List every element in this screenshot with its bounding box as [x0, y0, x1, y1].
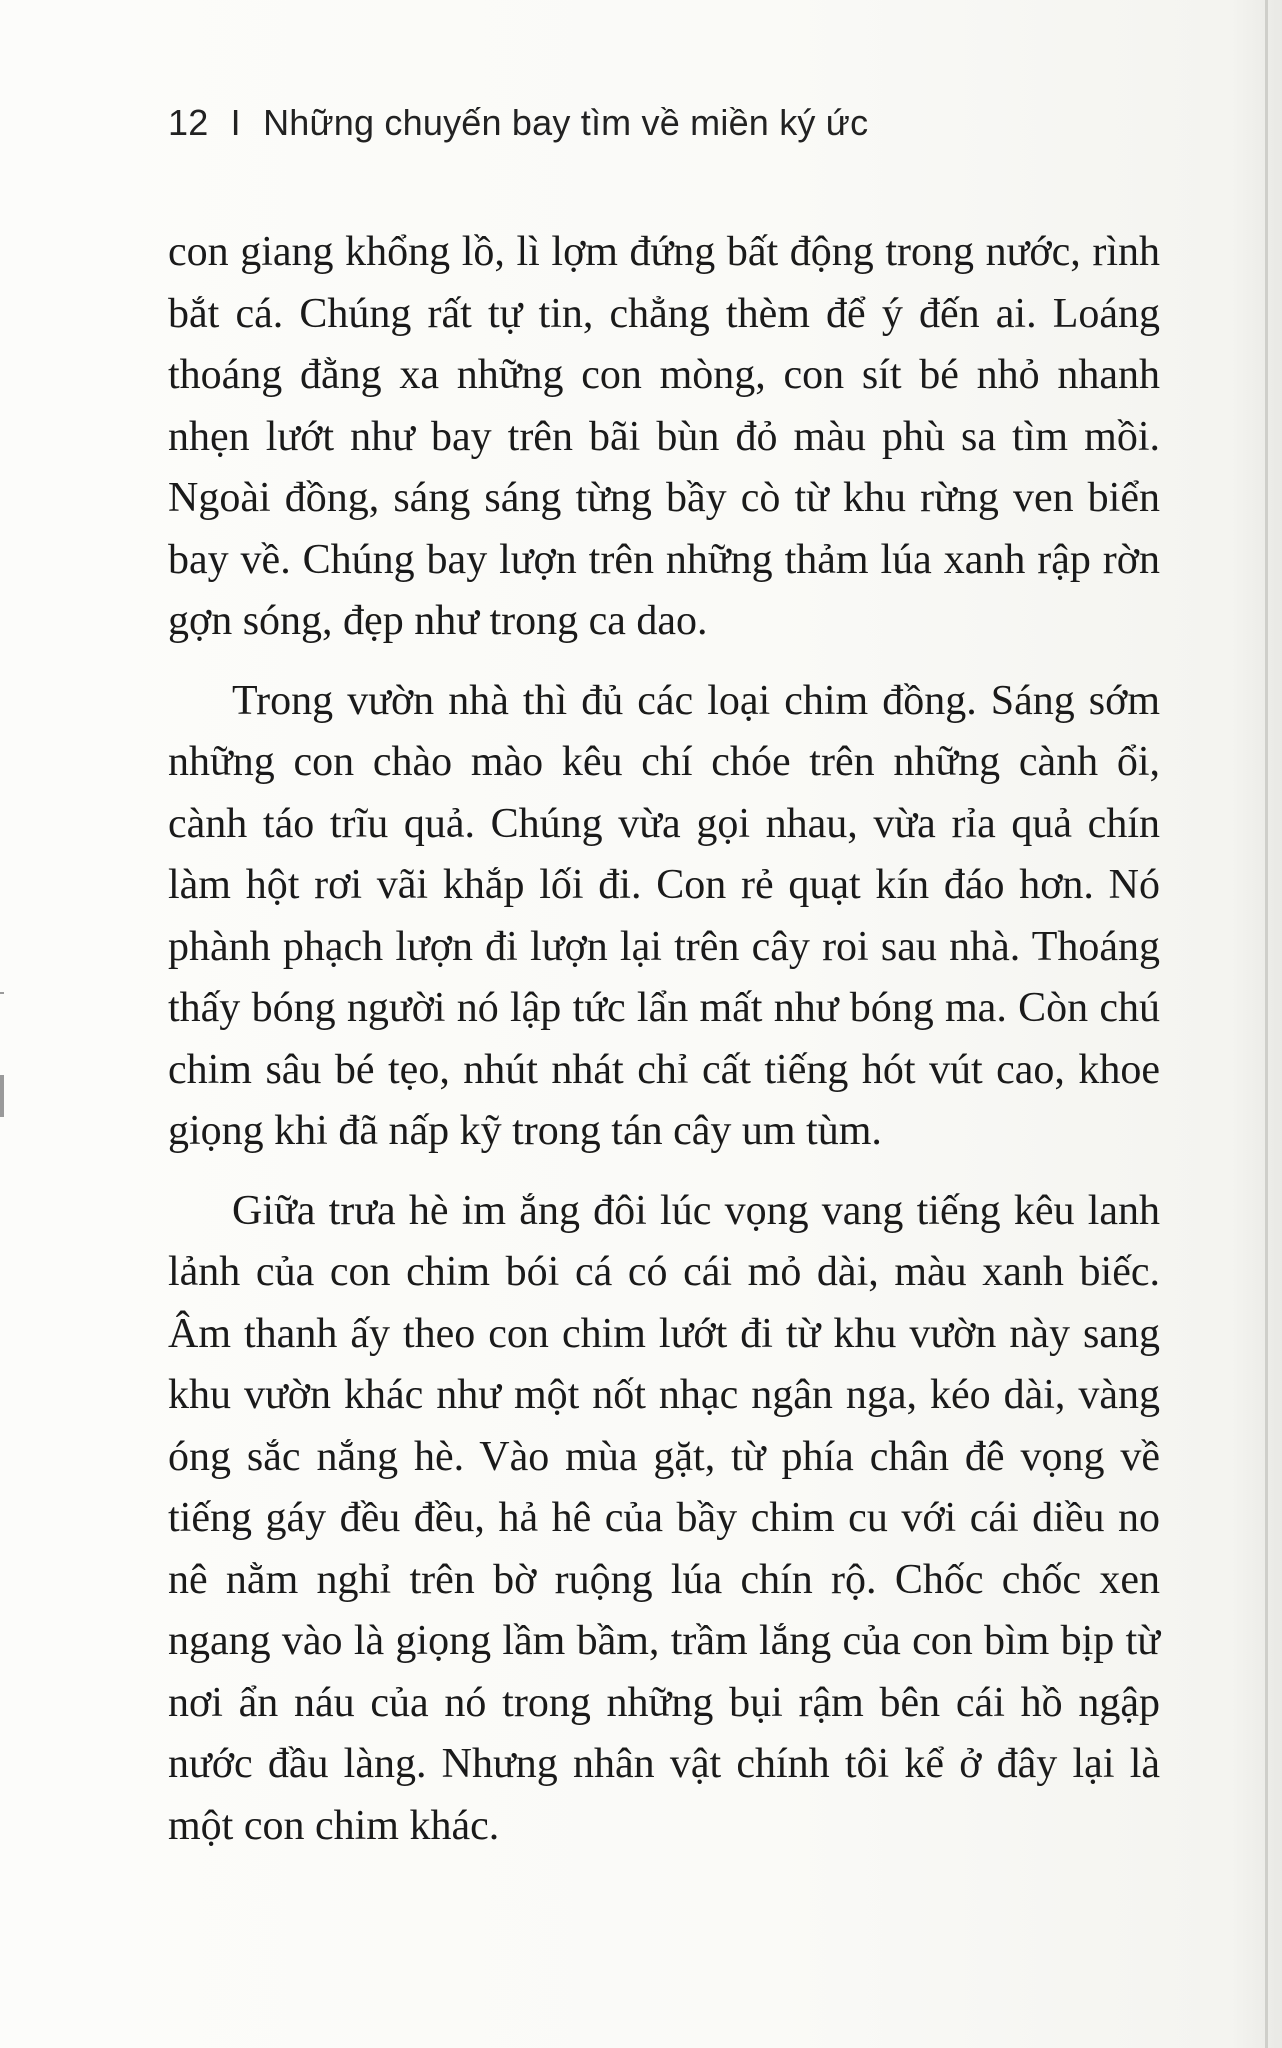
- paragraph: Giữa trưa hè im ắng đôi lúc vọng vang tiếng kêu lanh lảnh của con chim bói cá có cái mỏ dài, màu xanh biếc. Âm thanh ấy theo con chim lướt đi từ khu vườn này sang khu vườn khác như một nốt nhạc ngân nga, kéo dài, vàng óng sắc nắng hè. Vào mùa gặt, từ phía chân đê vọng về tiếng gáy đều đều, hả hê của bầy chim cu với cái diều no nê nằm nghỉ trên bờ ruộng lúa chín rộ. Chốc chốc xen ngang vào là giọng lầm bầm, trầm lắng của con bìm bịp từ nơi ẩn náu của nó trong những bụi rậm bên cái hồ ngập nước đầu làng. Nhưng nhân vật chính tôi kể ở đây lại là một con chim khác.: [168, 1187, 1160, 1849]
- page-edge: [1265, 0, 1268, 2048]
- page-number: 12: [168, 102, 209, 143]
- paragraph: Trong vườn nhà thì đủ các loại chim đồng. Sáng sớm những con chào mào kêu chí chóe trên những cành ổi, cành táo trĩu quả. Chúng vừa gọi nhau, vừa rỉa quả chín làm hột rơi vãi khắp lối đi. Con rẻ quạt kín đáo hơn. Nó phành phạch lượn đi lượn lại trên cây roi sau nhà. Thoáng thấy bóng người nó lập tức lẩn mất như bóng ma. Còn chú chim sâu bé tẹo, nhút nhát chỉ cất tiếng hót vút cao, khoe giọng khi đã nấp kỹ trong tán cây um tùm.: [168, 677, 1160, 1154]
- margin-mark: [0, 1075, 4, 1117]
- margin-mark: [0, 992, 4, 994]
- header-separator: I: [230, 102, 241, 143]
- paragraph: con giang khổng lồ, lì lợm đứng bất động trong nước, rình bắt cá. Chúng rất tự tin, chẳng thèm để ý đến ai. Loáng thoáng đằng xa những con mòng, con sít bé nhỏ nhanh nhẹn lướt như bay trên bãi bùn đỏ màu phù sa tìm mồi. Ngoài đồng, sáng sáng từng bầy cò từ khu rừng ven biển bay về. Chúng bay lượn trên những thảm lúa xanh rập rờn gợn sóng, đẹp như trong ca dao.: [168, 229, 1160, 644]
- body-text: [168, 222, 1160, 1875]
- running-header: [168, 102, 868, 144]
- book-title: Những chuyến bay tìm về miền ký ức: [263, 102, 869, 143]
